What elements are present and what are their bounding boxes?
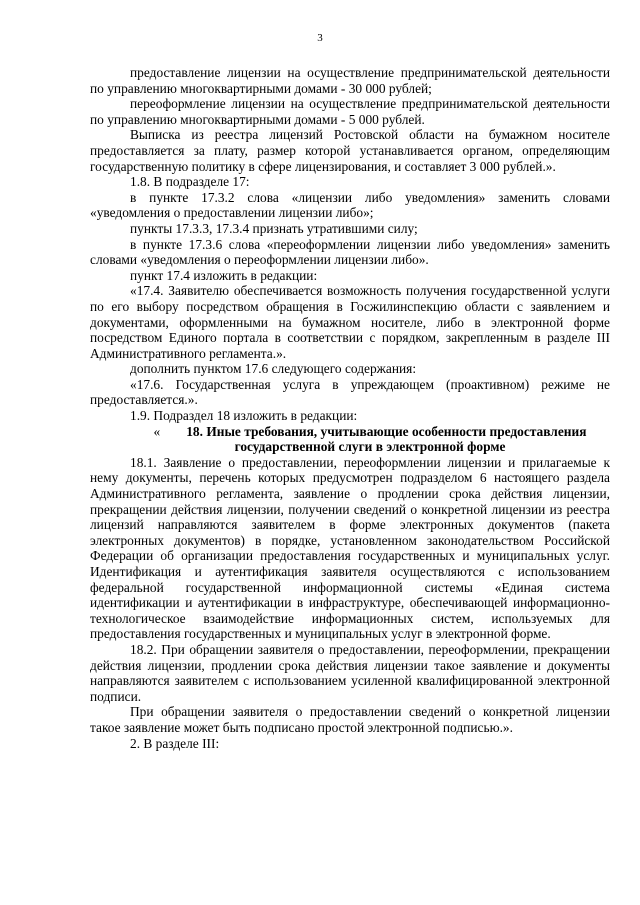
paragraph-17-4-intro: пункт 17.4 изложить в редакции: [130, 267, 318, 283]
paragraph-17-3-2: в пункте 17.3.2 слова «лицензии либо уведомления» заменить словами «уведомления о предоставлении лицензии либо»; [90, 189, 610, 221]
paragraph-registry-extract: Выписка из реестра лицензий Ростовской области на бумажном носителе предоставляется за плату, размер которой устанавливается органом, определяющим государственную политику в сфере лицензирования, и составляет 3 000 рублей.». [90, 127, 610, 174]
paragraph-17-3-6: в пункте 17.3.6 слова «переоформлении лицензии либо уведомления» заменить словами «уведомления о переоформлении лицензии либо». [90, 236, 610, 268]
paragraph-18-2: 18.2. При обращении заявителя о предоставлении, переоформлении, прекращении действия лицензии, продлении срока действия лицензии такое заявление и документы направляются заявителем с использованием усиленной квалифицированной электронной подписи. [90, 641, 610, 704]
paragraph-17-3-3: пункты 17.3.3, 17.3.4 признать утратившими силу; [130, 220, 418, 236]
document-body [90, 65, 610, 751]
paragraph-17-6-intro: дополнить пунктом 17.6 следующего содержания: [130, 361, 417, 377]
paragraph-17-4-text: «17.4. Заявителю обеспечивается возможность получения государственной услуги по его выбору посредством обращения в Госжилинспекцию области с заявлением и документами, оформленными на бумажном носителе, либо в электронной форме посредством Единого портала в соответствии с порядком, закрепленным в разделе III Административного регламента.». [90, 283, 610, 361]
paragraph-18-1: 18.1. Заявление о предоставлении, переоформлении лицензии и прилагаемые к нему документы, перечень которых предусмотрен подразделом 6 настоящего раздела Административного регламента, заявление о продлении срока действия лицензии, прекращении действия лицензии, получении сведений о конкретной лицензии из реестра лицензий направляются заявителем в форме электронных документов (пакета электронных документов) в порядке, установленном законодательством Российской Федерации об организации предоставления государственных и муниципальных услуг. Идентификация и аутентификация заявителя осуществляются с использованием федеральной государственной информационной системы «Единая система идентификации и аутентификации в инфраструктуре, обеспечивающей информационно-технологическое взаимодействие информационных систем, используемых для предоставления государственных и муниципальных услуг в электронной форме. [90, 454, 610, 642]
paragraph-17-6-text: «17.6. Государственная услуга в упреждающем (проактивном) режиме не предоставляется.». [90, 376, 610, 408]
heading-quote-mark: « [153, 423, 161, 439]
paragraph-section-3: 2. В разделе III: [130, 735, 220, 751]
paragraph-1-9: 1.9. Подраздел 18 изложить в редакции: [130, 408, 358, 424]
heading-text: 18. Иные требования, учитывающие особенности предоставления государственной слуги в электронной форме [186, 423, 587, 455]
paragraph-fee-license-reissue: переоформление лицензии на осуществление предпринимательской деятельности по управлению многоквартирными домами - 5 000 рублей. [90, 96, 610, 127]
paragraph-fee-license-issue: предоставление лицензии на осуществление предпринимательской деятельности по управлению многоквартирными домами - 30 000 рублей; [90, 65, 610, 96]
paragraph-simple-signature: При обращении заявителя о предоставлении сведений о конкретной лицензии такое заявление может быть подписано простой электронной подписью.». [90, 704, 610, 735]
paragraph-1-8: 1.8. В подразделе 17: [130, 174, 250, 190]
section-heading-18 [90, 424, 610, 455]
page-number: 3 [317, 32, 323, 44]
